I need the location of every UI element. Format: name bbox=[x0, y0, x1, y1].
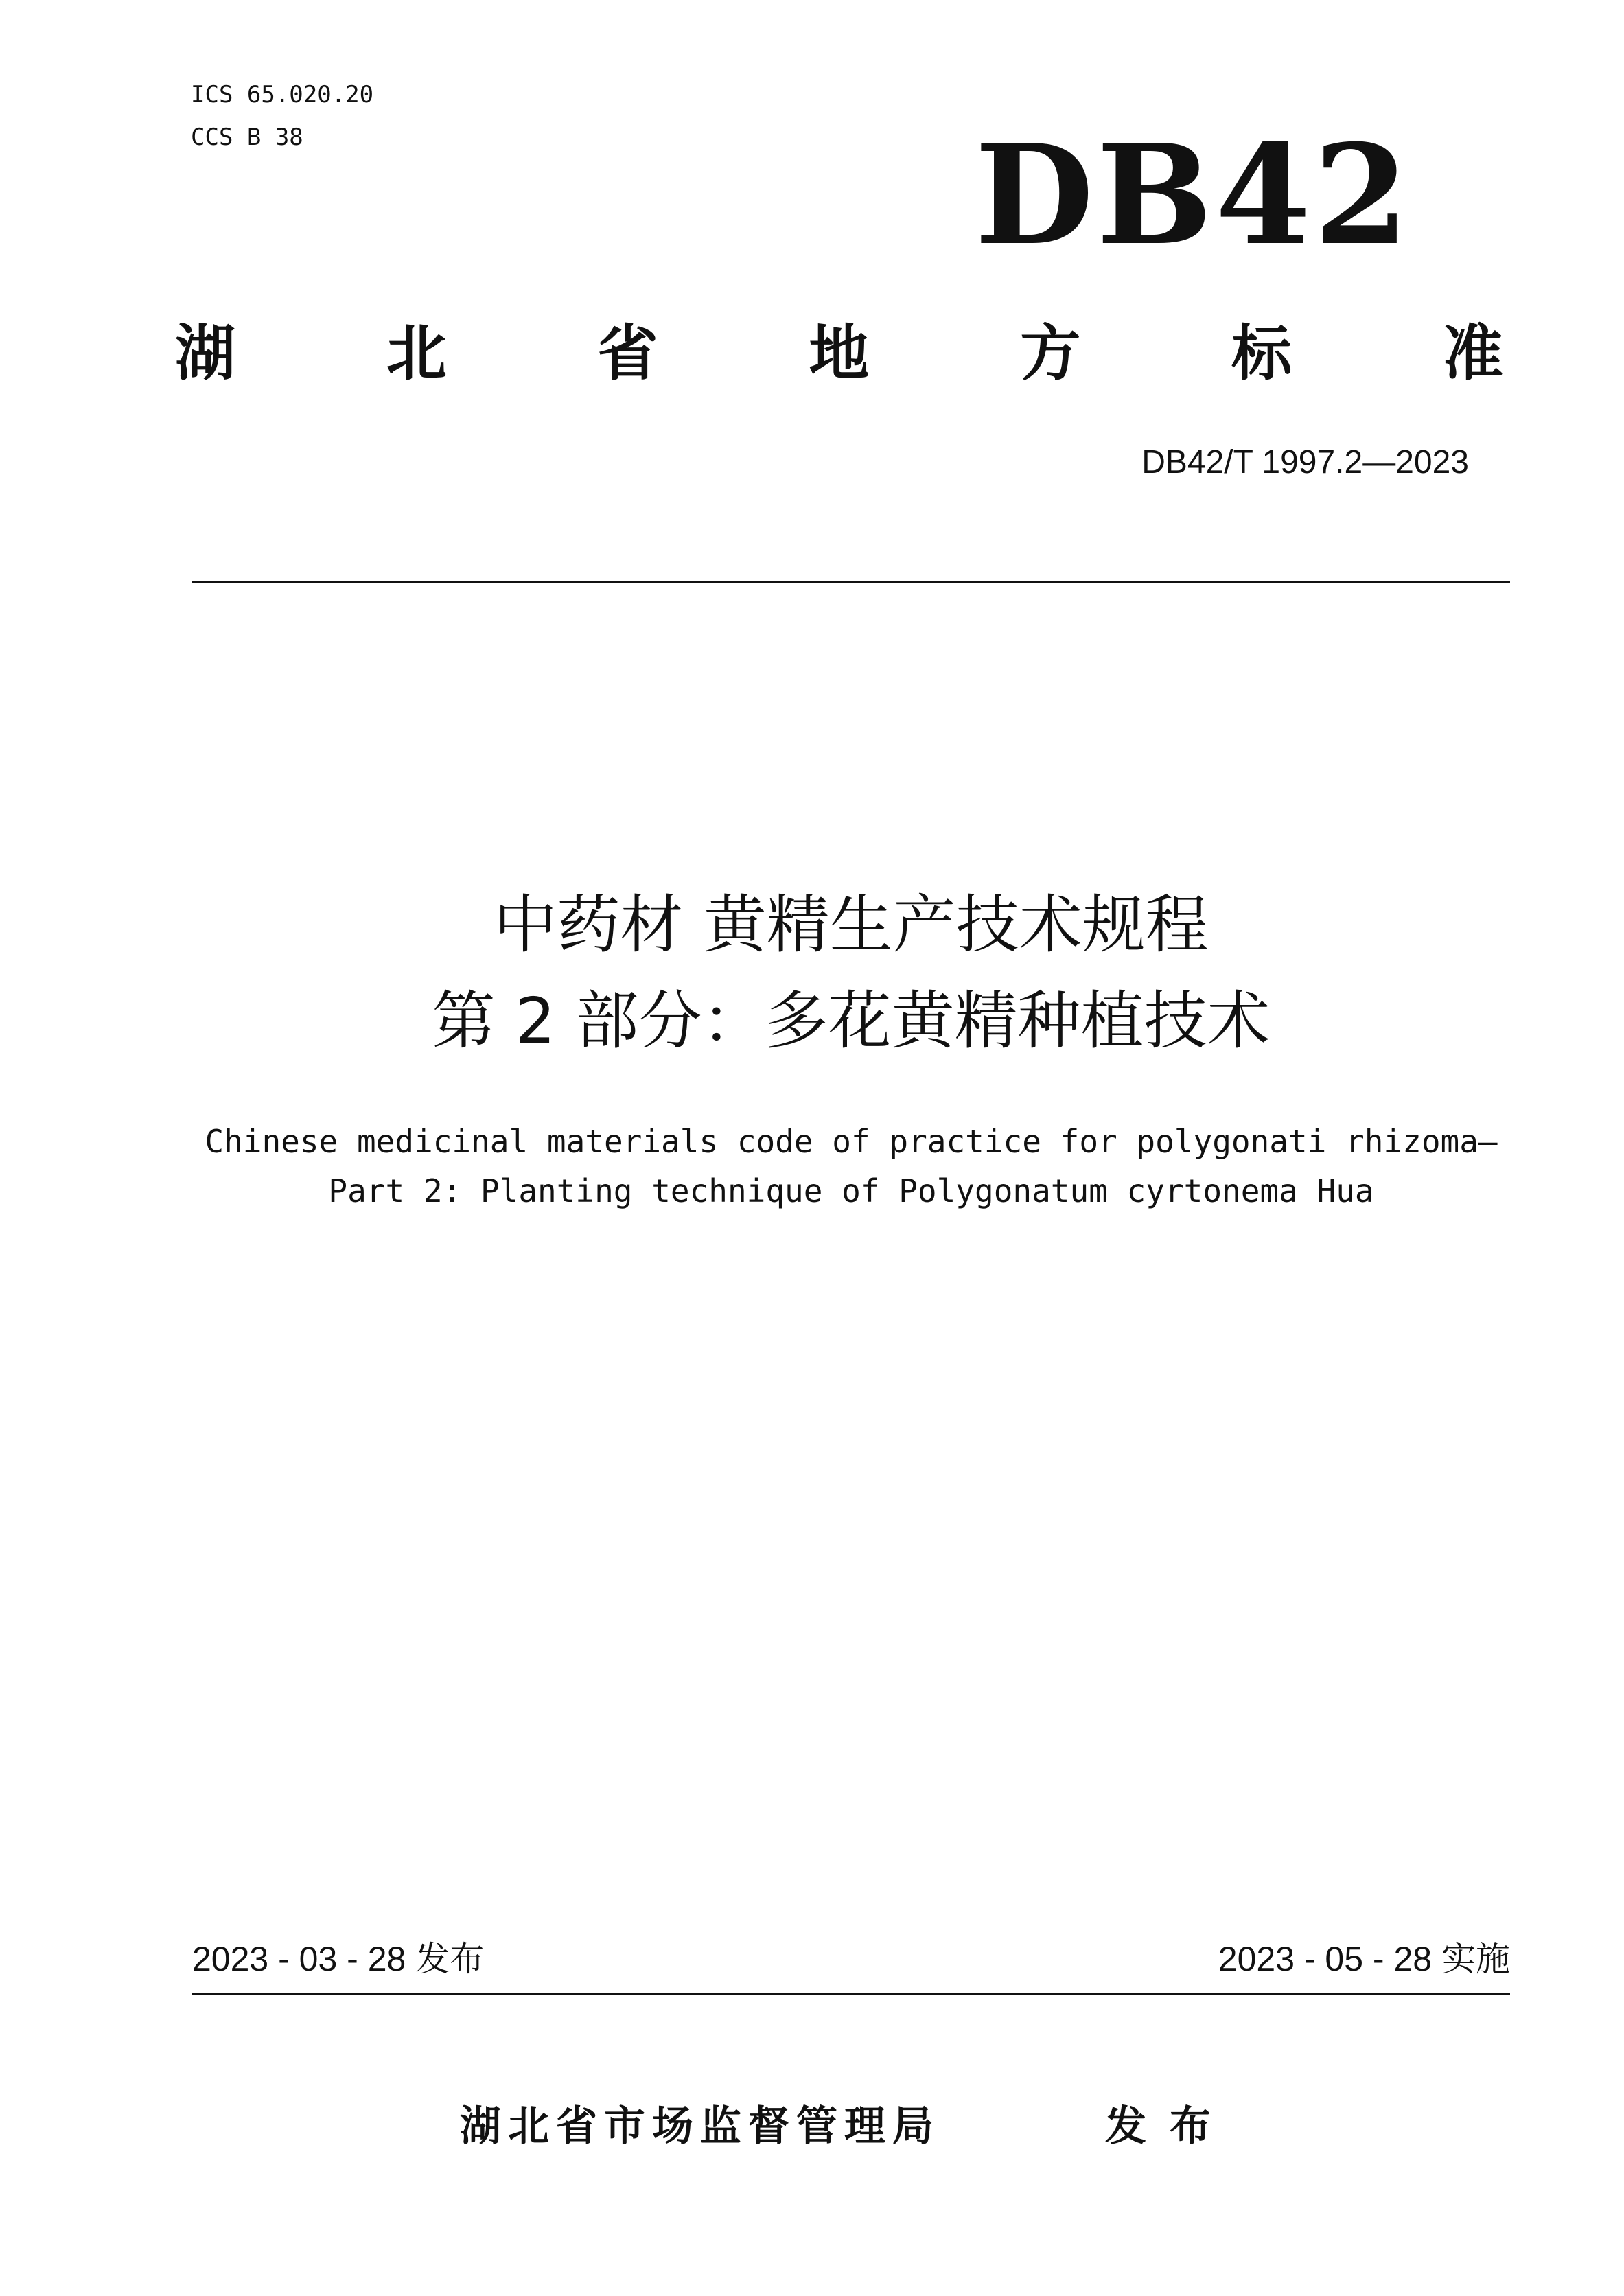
chinese-title-line-1: 中药材 黄精生产技术规程 bbox=[494, 888, 1209, 962]
standard-logo: DB42 bbox=[975, 115, 1412, 276]
chinese-title-line-2: 第 2 部分：多花黄精种植技术 bbox=[432, 984, 1271, 1058]
bottom-divider bbox=[192, 1993, 1510, 1995]
english-title-line-2: Part 2: Planting technique of Polygonatum cyrtonema Hua bbox=[328, 1172, 1374, 1209]
issue-label: 发布 bbox=[1105, 2102, 1234, 2150]
top-divider bbox=[192, 581, 1510, 583]
ccs-code: CCS B 38 bbox=[191, 124, 303, 151]
english-title-line-1: Chinese medicinal materials code of practice for polygonati rhizoma— bbox=[205, 1123, 1498, 1160]
ics-code: ICS 65.020.20 bbox=[191, 81, 374, 108]
issuing-authority: 湖北省市场监督管理局 bbox=[460, 2102, 940, 2150]
title-char: 地 bbox=[809, 318, 870, 389]
title-char: 标 bbox=[1231, 318, 1292, 389]
title-char: 省 bbox=[597, 318, 658, 389]
standard-number: DB42/T 1997.2—2023 bbox=[1141, 444, 1469, 480]
implementation-date: 2023 - 05 - 28 实施 bbox=[1218, 1940, 1510, 1978]
standard-category-title bbox=[175, 316, 1503, 391]
publish-date: 2023 - 03 - 28 发布 bbox=[192, 1940, 485, 1978]
title-char: 准 bbox=[1442, 318, 1503, 389]
title-char: 方 bbox=[1020, 318, 1081, 389]
title-char: 北 bbox=[386, 318, 447, 389]
title-char: 湖 bbox=[175, 318, 236, 389]
